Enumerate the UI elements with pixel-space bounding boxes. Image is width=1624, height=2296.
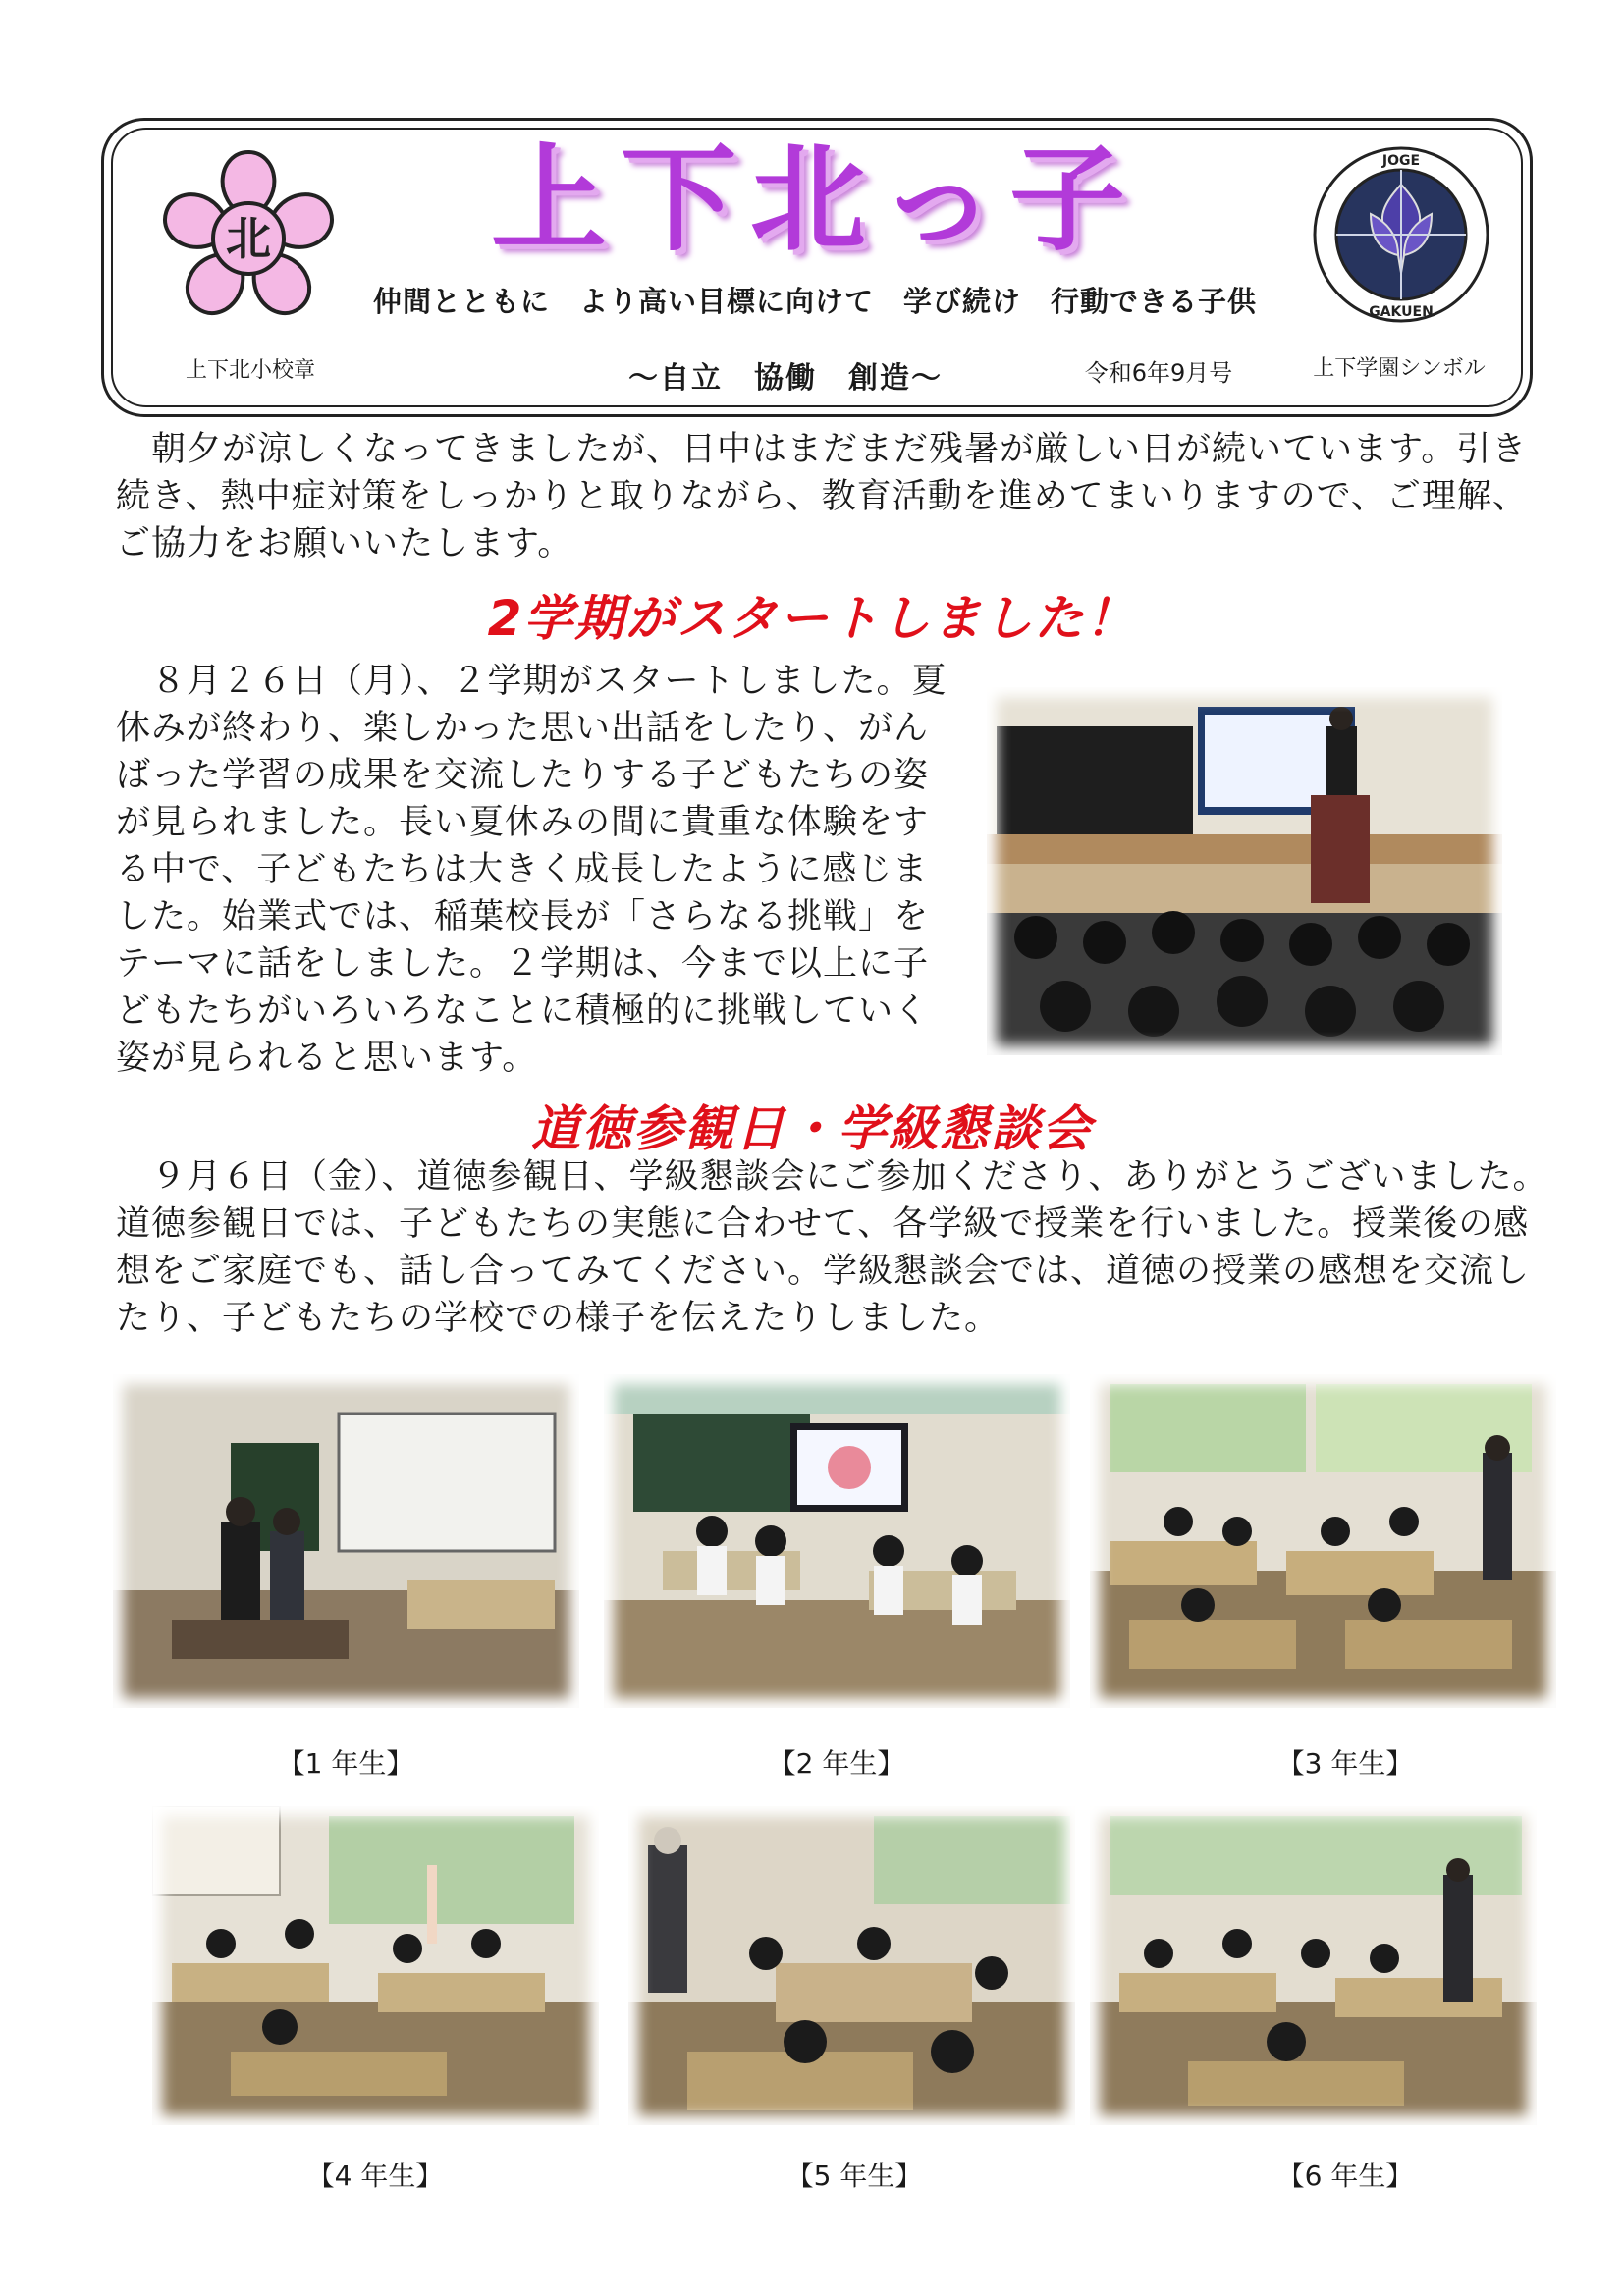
section1-title: 2学期がスタートしました！: [487, 590, 1137, 647]
school-motto: 仲間とともに より高い目標に向けて 学び続け 行動できる子供: [372, 285, 1257, 318]
grade5-caption: 【5 年生】: [785, 2160, 923, 2192]
section1-body: ８月２６日（月）、２学期がスタートしました。夏休みが終わり、楽しかった思い出話をしたり、がんばった学習の成果を交流したりする子どもたちの姿が見られました。長い夏休みの間に貴重な体験をする中で、子どもたちは大きく成長したように感じました。始業式では、稲葉校長が「さらなる挑戦」をテーマに話をしました。２学期は、今まで以上に子どもたちがいろいろなことに積極的に挑戦していく姿が見られると思います。: [116, 662, 947, 1078]
emblem-caption: 上下北小校章: [185, 358, 315, 383]
emblem-char: 北: [226, 212, 271, 265]
grade6-caption: 【6 年生】: [1276, 2160, 1414, 2192]
grade6-photo: [1090, 1806, 1537, 2125]
grade5-photo: [628, 1806, 1075, 2125]
section2-body: ９月６日（金）、道徳参観日、学級懇談会にご参加くださり、ありがとうございました。道徳参観日では、子どもたちの実態に合わせて、各学級で授業を行いました。授業後の感想をご家庭でも、話し合ってみてください。学級懇談会では、道徳の授業の感想を交流したり、子どもたちの学校での様子を伝えたりしました。: [116, 1157, 1548, 1338]
symbol-bottom-text: GAKUEN: [1369, 304, 1434, 320]
grade4-caption: 【4 年生】: [306, 2160, 444, 2192]
gakuen-symbol-logo: [1312, 145, 1490, 324]
grade2-caption: 【2 年生】: [768, 1747, 905, 1780]
issue-date: 令和6年9月号: [1084, 359, 1233, 387]
symbol-top-text: JOGE: [1381, 153, 1421, 169]
newsletter-title: 上下北っ子: [490, 132, 1139, 267]
grade2-photo: [604, 1374, 1070, 1708]
intro-paragraph: 朝夕が涼しくなってきましたが、日中はまだまだ残暑が厳しい日が続いています。引き続き、熱中症対策をしっかりと取りながら、教育活動を進めてまいりますので、ご理解、ご協力をお願いいたします。: [116, 430, 1528, 563]
grade1-photo: [113, 1374, 579, 1708]
ceremony-photo: [987, 687, 1502, 1055]
grade3-caption: 【3 年生】: [1276, 1747, 1414, 1780]
school-emblem-logo: [155, 145, 342, 332]
section2-title: 道徳参観日・学級懇談会: [531, 1100, 1093, 1157]
grade1-caption: 【1 年生】: [277, 1747, 414, 1780]
symbol-caption: 上下学園シンボル: [1313, 356, 1486, 381]
grade4-photo: [152, 1806, 599, 2125]
school-slogan: ～自立 協働 創造～: [628, 361, 943, 396]
grade3-photo: [1090, 1374, 1556, 1708]
